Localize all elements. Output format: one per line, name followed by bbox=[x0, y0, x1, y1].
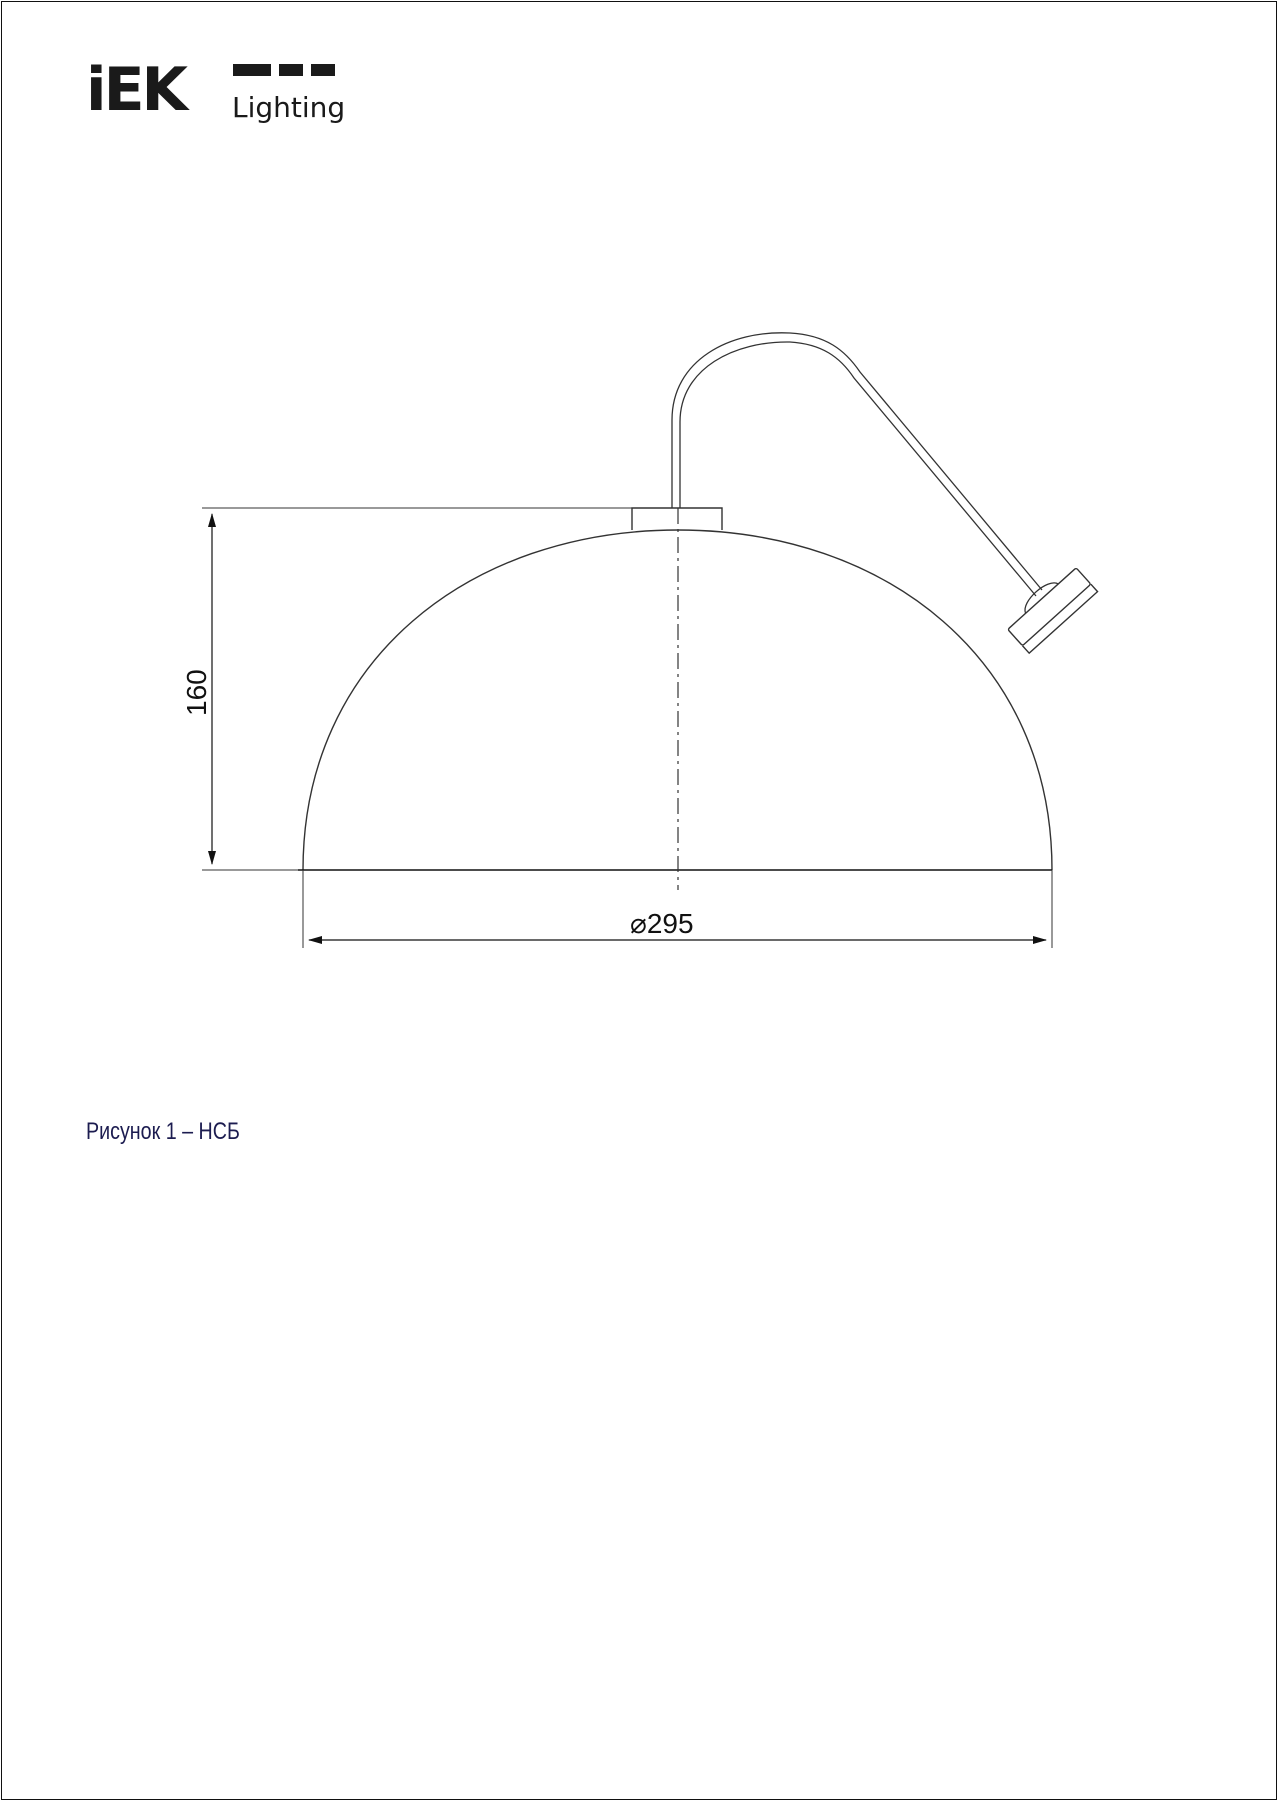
height-dimension-label: 160 bbox=[181, 669, 212, 716]
logo-subtitle: Lighting bbox=[232, 91, 346, 124]
lamp-arm-inner bbox=[680, 342, 1036, 596]
wall-mount-plate bbox=[1002, 561, 1098, 653]
figure-caption: Рисунок 1 – НСБ bbox=[86, 1118, 240, 1145]
logo-wordmark: iEK bbox=[86, 55, 186, 125]
lamp-cap bbox=[632, 508, 722, 530]
lamp-arm-outer bbox=[672, 333, 1042, 590]
diameter-dimension-label: ⌀295 bbox=[630, 908, 694, 939]
